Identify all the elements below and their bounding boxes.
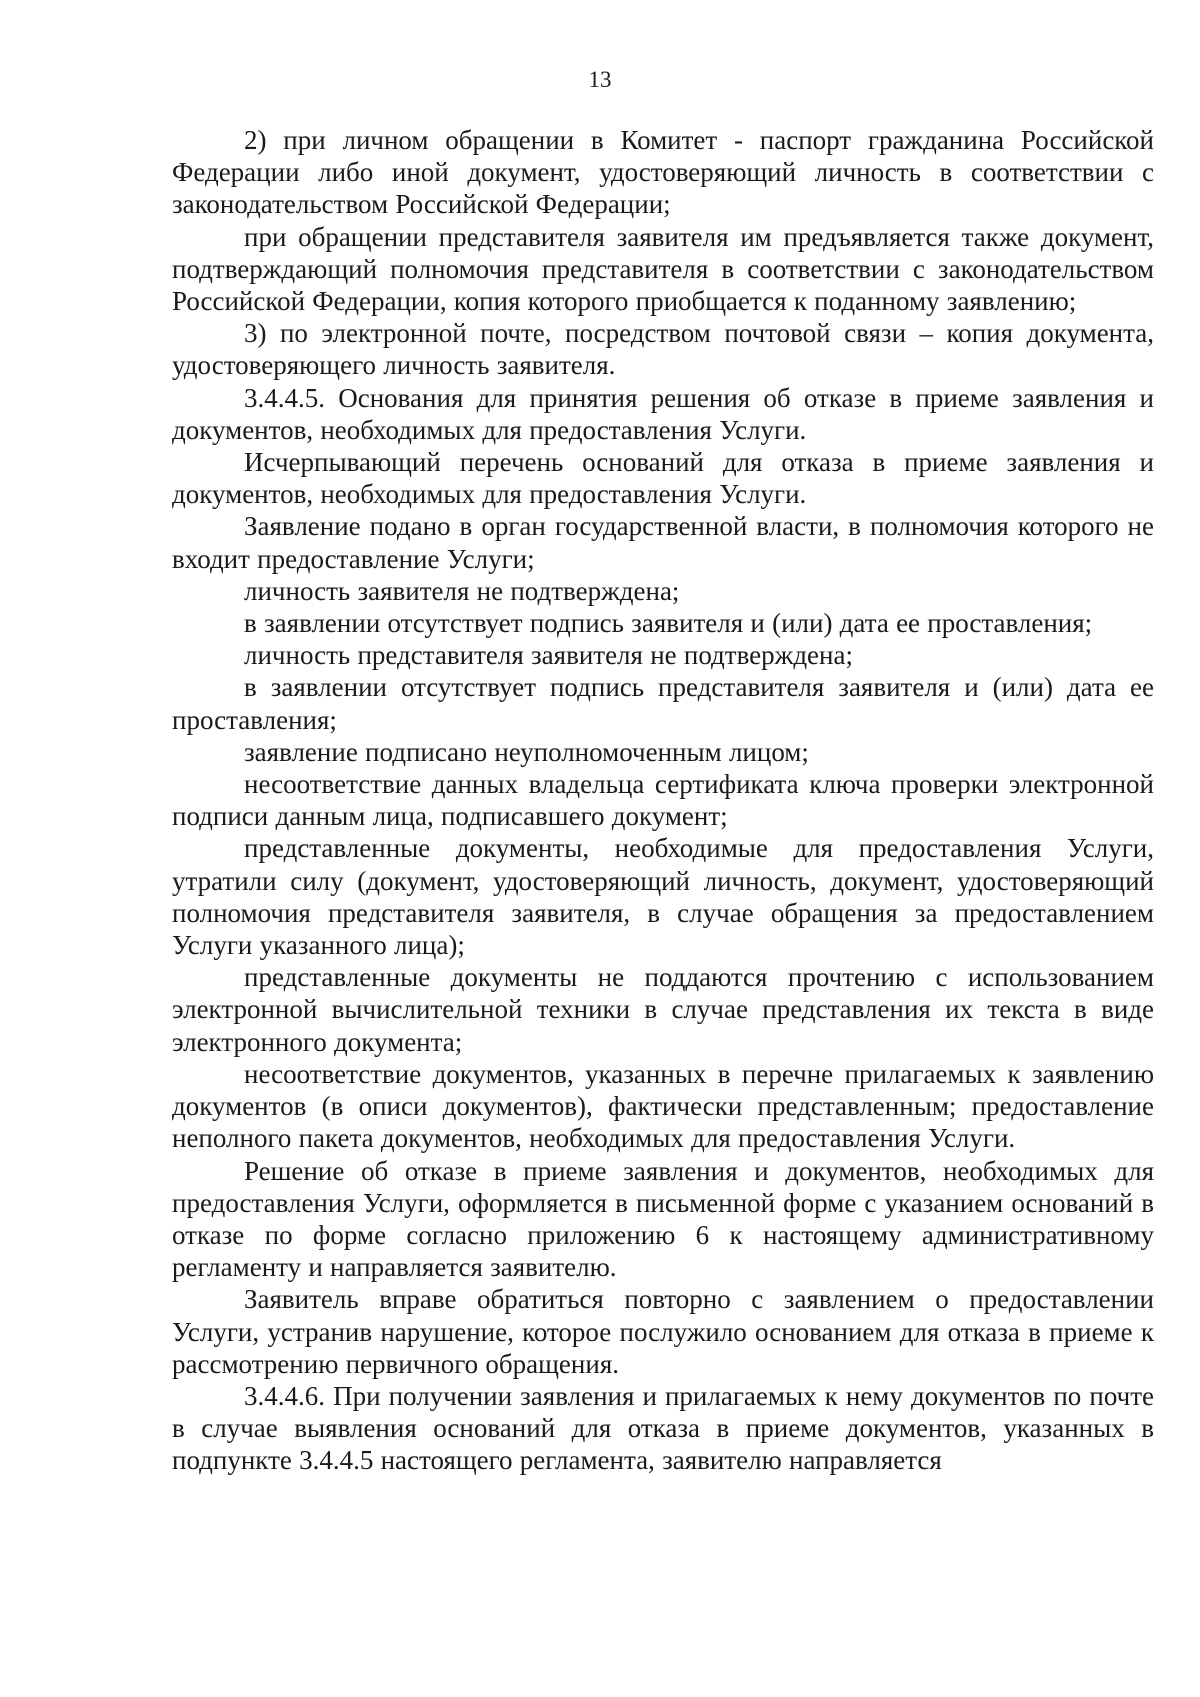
- paragraph-no-applicant-signature: в заявлении отсутствует подпись заявителя и (или) дата ее проставления;: [244, 608, 1093, 639]
- paragraph-expired-documents: представленные документы, необходимые для предоставления Услуги, утратили силу (документ, удостоверяющий личность, документ, удостоверяющий полномочия представителя заявителя, в случае обращения за предоставлением Услуги указанного лица);: [172, 833, 1154, 961]
- paragraph-identity-in-person: 2) при личном обращении в Комитет - паспорт гражданина Российской Федерации либо иной документ, удостоверяющий личность в соответствии с законодательством Российской Федерации;: [172, 125, 1154, 220]
- paragraph-repeat-application: Заявитель вправе обратиться повторно с заявлением о предоставлении Услуги, устранив нарушение, которое послужило основанием для отказа в приеме к рассмотрению первичного обращения.: [172, 1284, 1154, 1379]
- paragraph-representative-document: при обращении представителя заявителя им предъявляется также документ, подтверждающий полномочия представителя в соответствии с законодательством Российской Федерации, копия которого приобщается к поданному заявлению;: [172, 221, 1154, 317]
- paragraph-certificate-mismatch: несоответствие данных владельца сертификата ключа проверки электронной подписи данным лица, подписавшего документ;: [172, 769, 1154, 832]
- paragraph-wrong-authority: Заявление подано в орган государственной власти, в полномочия которого не входит предоставление Услуги;: [172, 511, 1154, 574]
- paragraph-section-3-4-4-6: 3.4.4.6. При получении заявления и прилагаемых к нему документов по почте в случае выявления оснований для отказа в приеме документов, указанных в подпункте 3.4.4.5 настоящего регламента, заявителю направляется: [172, 1380, 1154, 1476]
- paragraph-refusal-decision: Решение об отказе в приеме заявления и документов, необходимых для предоставления Услуги, оформляется в письменной форме с указанием оснований в отказе по форме согласно приложению 6 к настоящему административному регламенту и направляется заявителю.: [172, 1155, 1154, 1283]
- paragraph-email-post-copy: 3) по электронной почте, посредством почтовой связи – копия документа, удостоверяющего личность заявителя.: [172, 318, 1154, 381]
- paragraph-exhaustive-list: Исчерпывающий перечень оснований для отказа в приеме заявления и документов, необходимых для предоставления Услуги.: [172, 447, 1154, 510]
- paragraph-identity-not-confirmed: личность заявителя не подтверждена;: [244, 575, 680, 606]
- paragraph-representative-not-confirmed: личность представителя заявителя не подтверждена;: [244, 640, 853, 671]
- paragraph-unauthorized-signer: заявление подписано неуполномоченным лицом;: [244, 736, 809, 767]
- paragraph-no-representative-signature: в заявлении отсутствует подпись представителя заявителя и (или) дата ее проставления;: [172, 672, 1154, 735]
- paragraph-section-3-4-4-5: 3.4.4.5. Основания для принятия решения об отказе в приеме заявления и документов, необходимых для предоставления Услуги.: [172, 382, 1154, 445]
- paragraph-unreadable-documents: представленные документы не поддаются прочтению с использованием электронной вычислительной техники в случае представления их текста в виде электронного документа;: [172, 962, 1154, 1057]
- paragraph-document-mismatch: несоответствие документов, указанных в перечне прилагаемых к заявлению документов (в описи документов), фактически представленным; предоставление неполного пакета документов, необходимых для предоставления Услуги.: [172, 1058, 1154, 1154]
- document-body: [172, 124, 1154, 1477]
- page-number: 13: [588, 67, 612, 92]
